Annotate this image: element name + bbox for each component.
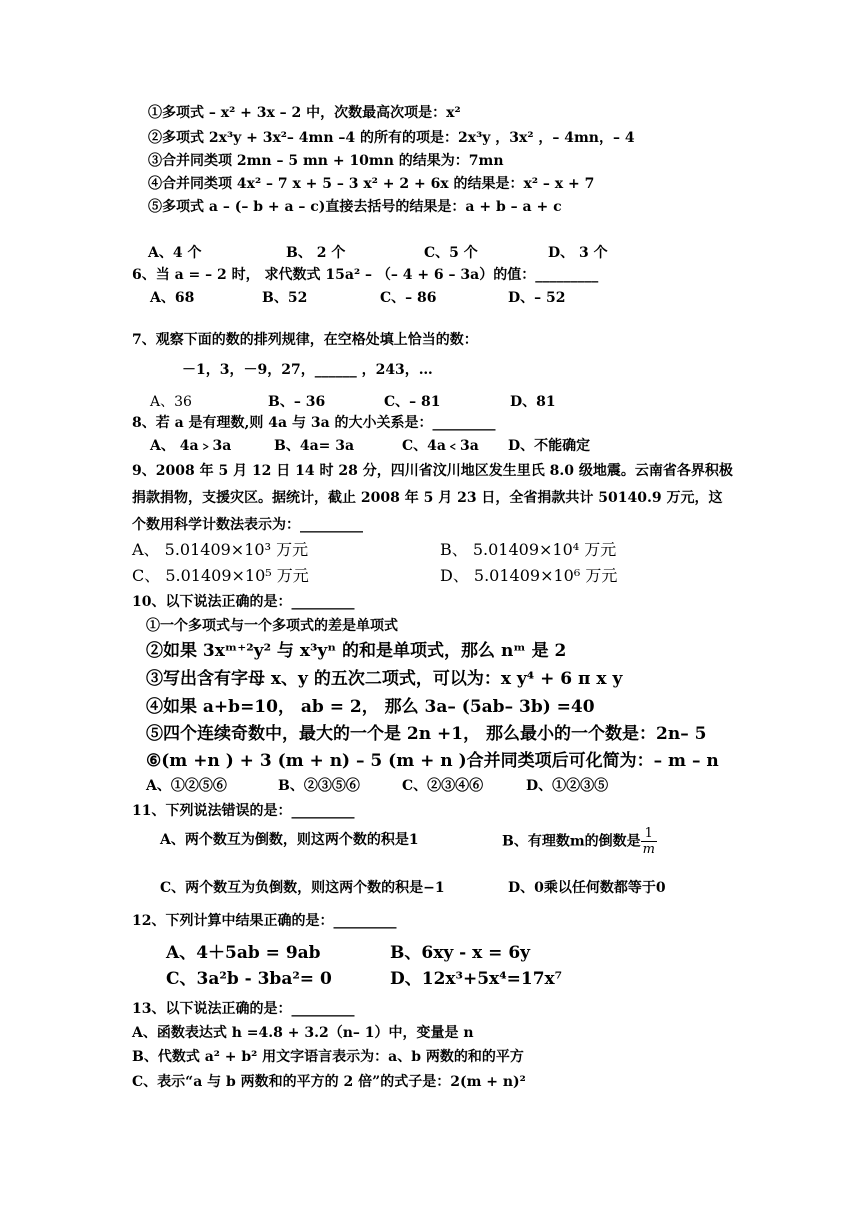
q10-option-c: C、②③④⑥ (402, 778, 484, 794)
q8-option-c: C、4a﹤3a (402, 438, 479, 454)
q9-option-b: B、 5.01409×10⁴ 万元 (440, 540, 617, 559)
reciprocal-fraction (641, 826, 657, 857)
q8-option-d: D、不能确定 (508, 438, 591, 454)
q11-option-d: D、0乘以任何数都等于0 (508, 880, 666, 896)
q7-option-b: B、– 36 (268, 394, 326, 410)
question-8-stem: 8、若 a 是有理数,则 4a 与 3a 的大小关系是：_________ (132, 415, 496, 431)
q11-option-c: C、两个数互为负倒数，则这两个数的积是−1 (160, 880, 445, 896)
question-6-stem: 6、当 a = – 2 时， 求代数式 15a² – （– 4 + 6 – 3a）的值：_________ (132, 267, 599, 283)
statement-3: ③合并同类项 2mn – 5 mn + 10mn 的结果为：7mn (148, 153, 504, 169)
question-9-line2: 捐款捐物，支援灾区。据统计，截止 2008 年 5 月 23 日，全省捐款共计 50140.9 万元，这 (132, 490, 723, 506)
question-7-stem: 7、观察下面的数的排列规律，在空格处填上恰当的数： (132, 332, 478, 348)
statement-4: ④合并同类项 4x² – 7 x + 5 – 3 x² + 2 + 6x 的结果是：x² – x + 7 (148, 176, 595, 192)
q6-option-c: C、– 86 (380, 290, 437, 306)
q10-statement-1: ①一个多项式与一个多项式的差是单项式 (146, 618, 398, 634)
q7-sequence: －1，3，－9，27，______ ，243，… (182, 362, 433, 378)
question-9-line1: 9、2008 年 5 月 12 日 14 时 28 分，四川省汶川地区发生里氏 8.0 级地震。云南省各界积极 (132, 463, 733, 479)
q6-option-d: D、– 52 (508, 290, 566, 306)
q8-option-b: B、4a= 3a (274, 438, 355, 454)
q13-option-c: C、表示“a 与 b 两数和的平方的 2 倍”的式子是：2(m + n)² (132, 1074, 526, 1090)
statement-1: ①多项式 – x² + 3x – 2 中，次数最高次项是：x² (148, 105, 461, 121)
q12-option-d: D、12x³+5x⁴=17x⁷ (390, 969, 563, 989)
question-12-stem: 12、下列计算中结果正确的是：_________ (132, 913, 397, 929)
q9-option-c: C、 5.01409×10⁵ 万元 (132, 566, 309, 585)
q11-option-a: A、两个数互为倒数，则这两个数的积是1 (160, 832, 419, 848)
q6-option-b: B、52 (262, 290, 308, 306)
q7-option-a: A、36 (150, 394, 192, 410)
q12-option-b: B、6xy - x = 6y (390, 943, 531, 963)
q8-option-a: A、 4a﹥3a (150, 438, 232, 454)
q9-option-d: D、 5.01409×10⁶ 万元 (440, 566, 618, 585)
question-13-stem: 13、以下说法正确的是：_________ (132, 1001, 355, 1017)
fraction-numerator: 1 (641, 826, 657, 842)
question-11-stem: 11、下列说法错误的是：_________ (132, 803, 355, 819)
question-10-stem: 10、以下说法正确的是：_________ (132, 594, 355, 610)
q13-option-b: B、代数式 a² + b² 用文字语言表示为：a、b 两数的和的平方 (132, 1049, 524, 1065)
option-b: B、 2 个 (286, 245, 346, 261)
q11-option-b-text: B、有理数m的倒数是 (502, 833, 641, 850)
q9-option-a: A、 5.01409×10³ 万元 (132, 540, 309, 559)
q7-option-c: C、– 81 (384, 394, 441, 410)
q10-option-a: A、①②⑤⑥ (146, 778, 227, 794)
option-c: C、5 个 (424, 245, 478, 261)
option-d: D、 3 个 (548, 245, 608, 261)
question-9-line3: 个数用科学计数法表示为：_________ (132, 517, 363, 533)
option-a: A、4 个 (148, 245, 202, 261)
q10-statement-3: ③写出含有字母 x、y 的五次二项式，可以为：x y⁴ + 6 π x y (146, 669, 623, 689)
q10-option-d: D、①②③⑤ (526, 778, 609, 794)
q10-statement-4: ④如果 a+b=10， ab = 2， 那么 3a– (5ab– 3b) =40 (146, 697, 595, 717)
q6-option-a: A、68 (150, 290, 195, 306)
q10-statement-6: ⑥(m +n ) + 3 (m + n) – 5 (m + n )合并同类项后可化简为：– m – n (146, 751, 719, 771)
statement-2: ②多项式 2x³y + 3x²– 4mn –4 的所有的项是：2x³y ，3x² ，– 4mn，– 4 (148, 130, 635, 146)
q10-statement-2: ②如果 3xᵐ⁺²y² 与 x³yⁿ 的和是单项式，那么 nᵐ 是 2 (146, 641, 567, 661)
q12-option-c: C、3a²b - 3ba²= 0 (166, 969, 332, 989)
q10-statement-5: ⑤四个连续奇数中，最大的一个是 2n +1， 那么最小的一个数是：2n– 5 (146, 724, 707, 744)
q11-option-b (502, 826, 657, 857)
fraction-denominator: m (642, 842, 655, 857)
q10-option-b: B、②③⑤⑥ (278, 778, 360, 794)
q7-option-d: D、81 (510, 394, 556, 410)
statement-5: ⑤多项式 a – (– b + a – c)直接去括号的结果是：a + b – a + c (148, 199, 562, 215)
q13-option-a: A、函数表达式 h =4.8 + 3.2（n– 1）中，变量是 n (132, 1025, 474, 1041)
q12-option-a: A、4＋5ab = 9ab (166, 943, 321, 963)
